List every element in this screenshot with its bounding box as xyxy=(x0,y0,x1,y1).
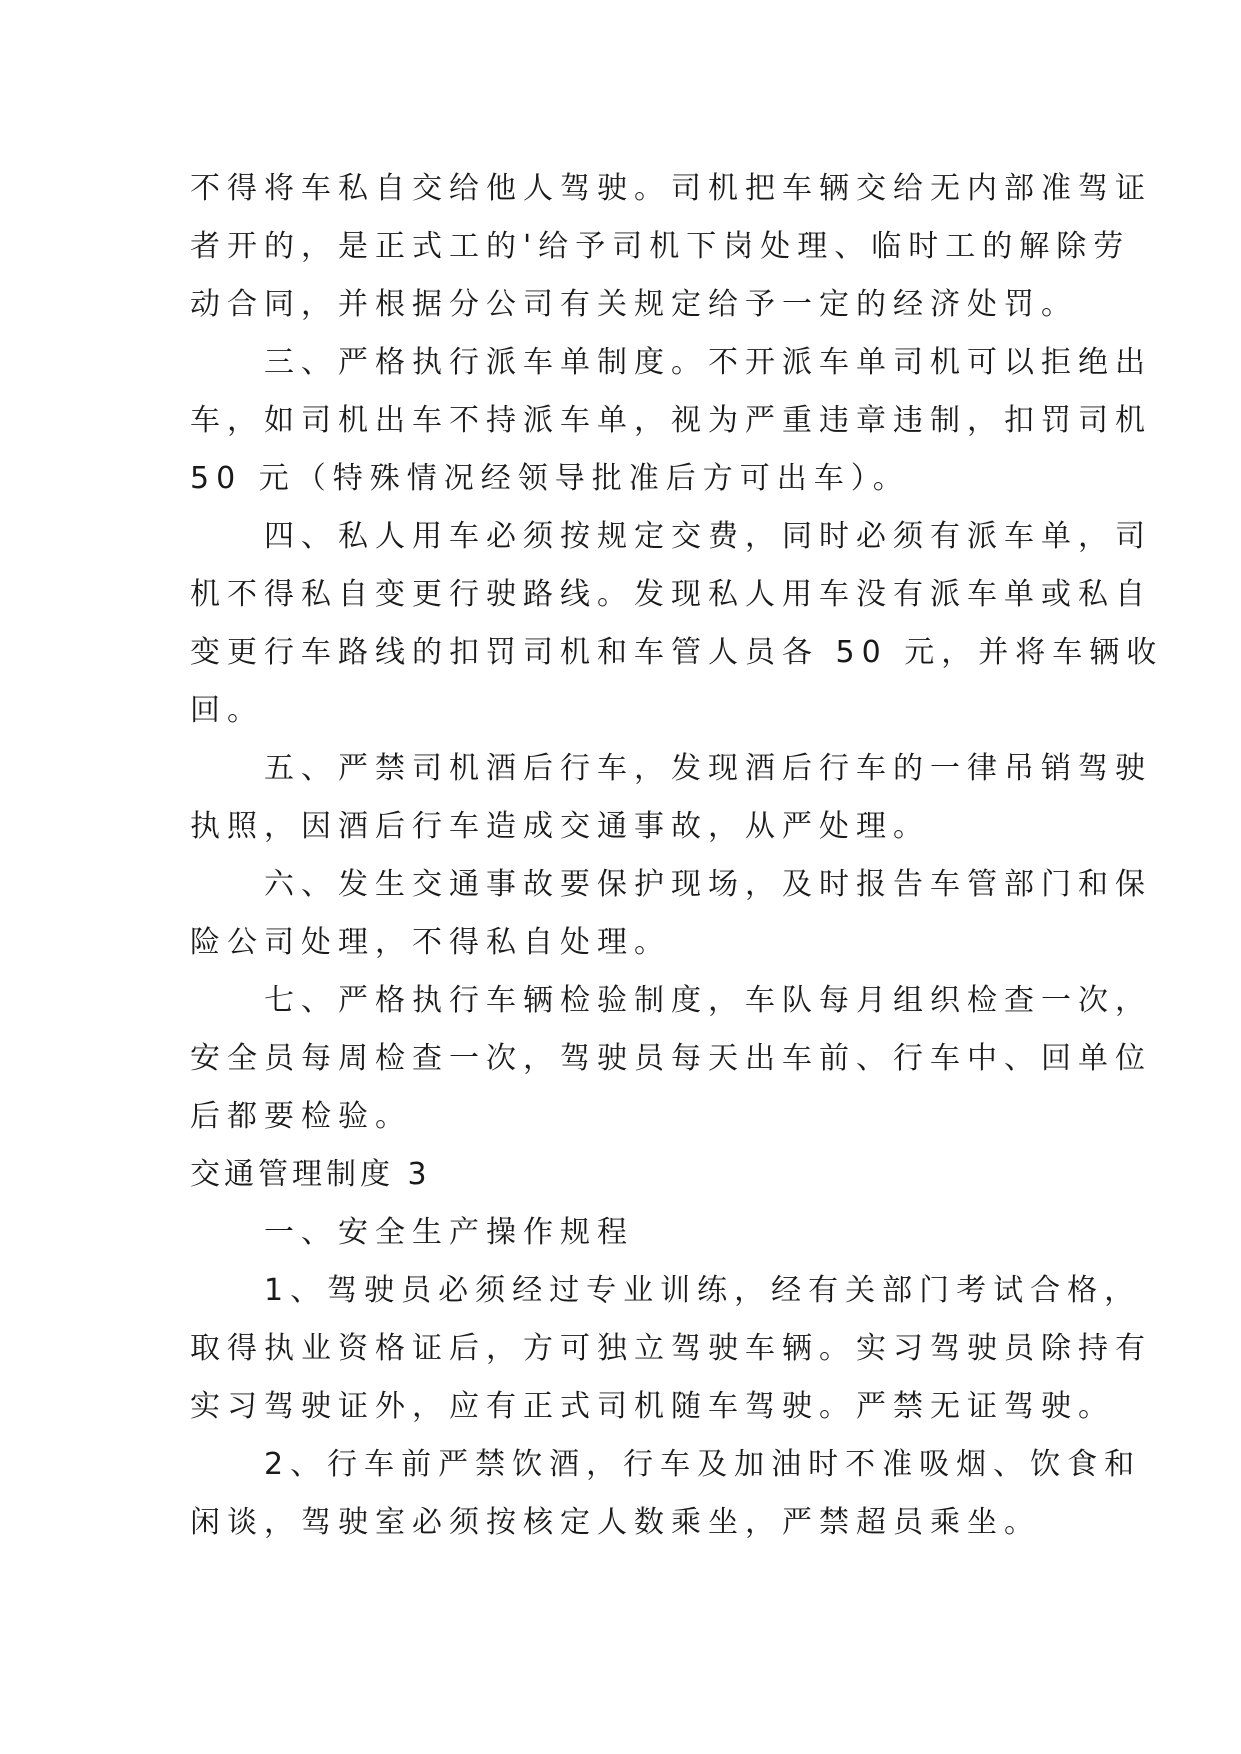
paragraph-line: 五、严禁司机酒后行车，发现酒后行车的一律吊销驾驶 xyxy=(264,751,1152,786)
subsection-heading: 一、安全生产操作规程 xyxy=(264,1215,634,1250)
paragraph-line: 50 元（特殊情况经领导批准后方可出车）。 xyxy=(190,461,910,496)
paragraph-line: 七、严格执行车辆检验制度，车队每月组织检查一次， xyxy=(264,983,1152,1018)
paragraph-line: 机不得私自变更行驶路线。发现私人用车没有派车单或私自 xyxy=(190,577,1152,612)
paragraph-line: 安全员每周检查一次，驾驶员每天出车前、行车中、回单位 xyxy=(190,1041,1152,1076)
paragraph-line: 闲谈，驾驶室必须按核定人数乘坐，严禁超员乘坐。 xyxy=(190,1505,1041,1540)
paragraph-line: 车，如司机出车不持派车单，视为严重违章违制，扣罚司机 xyxy=(190,403,1152,438)
paragraph-line: 四、私人用车必须按规定交费，同时必须有派车单，司 xyxy=(264,519,1152,554)
paragraph-line: 2、行车前严禁饮酒，行车及加油时不准吸烟、饮食和 xyxy=(264,1447,1142,1482)
paragraph-line: 后都要检验。 xyxy=(190,1099,412,1134)
paragraph-line: 险公司处理，不得私自处理。 xyxy=(190,925,671,960)
paragraph-line: 动合同，并根据分公司有关规定给予一定的经济处罚。 xyxy=(190,287,1078,322)
paragraph-line: 变更行车路线的扣罚司机和车管人员各 50 元，并将车辆收 xyxy=(190,635,1164,670)
paragraph-line: 者开的，是正式工的'给予司机下岗处理、临时工的解除劳 xyxy=(190,229,1131,264)
section-heading: 交通管理制度 3 xyxy=(190,1157,431,1192)
paragraph-line: 六、发生交通事故要保护现场，及时报告车管部门和保 xyxy=(264,867,1152,902)
paragraph-line: 回。 xyxy=(190,693,264,728)
paragraph-line: 执照，因酒后行车造成交通事故，从严处理。 xyxy=(190,809,930,844)
paragraph-line: 1、驾驶员必须经过专业训练，经有关部门考试合格， xyxy=(264,1273,1142,1308)
paragraph-line: 实习驾驶证外，应有正式司机随车驾驶。严禁无证驾驶。 xyxy=(190,1389,1115,1424)
paragraph-line: 不得将车私自交给他人驾驶。司机把车辆交给无内部准驾证 xyxy=(190,171,1152,206)
paragraph-line: 三、严格执行派车单制度。不开派车单司机可以拒绝出 xyxy=(264,345,1152,380)
document-body xyxy=(190,160,1164,1552)
paragraph-line: 取得执业资格证后，方可独立驾驶车辆。实习驾驶员除持有 xyxy=(190,1331,1152,1366)
